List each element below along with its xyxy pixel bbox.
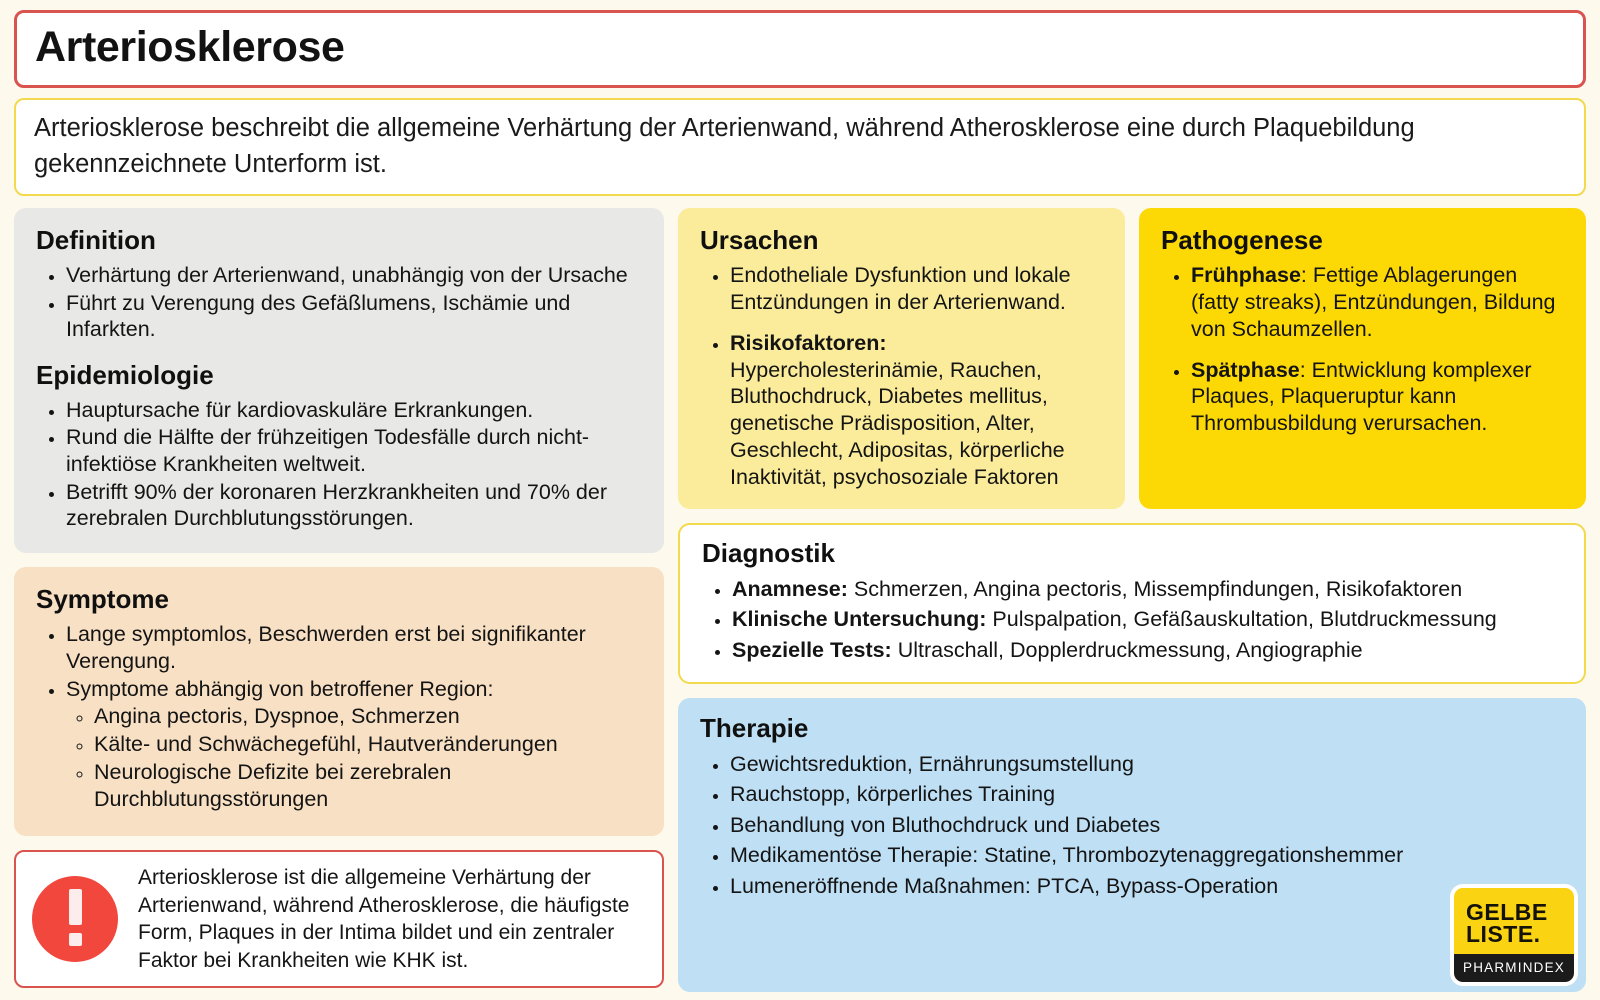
- card-ursachen: [678, 208, 1125, 509]
- list-item: [732, 605, 1562, 633]
- gelbe-liste-logo: [1454, 888, 1574, 982]
- logo-line-1: GELBE: [1466, 898, 1548, 925]
- list-item: • Führt zu Verengung des Gefäßlumens, Ischämie und Infarkten.: [66, 290, 642, 343]
- list-item: • Betrifft 90% der koronaren Herzkrankheiten und 70% der zerebralen Durchblutungsstörungen.: [66, 479, 642, 532]
- symptome-sublist: [66, 703, 642, 813]
- list-item: • Lange symptomlos, Beschwerden erst bei signifikanter Verengung.: [66, 621, 642, 675]
- definition-heading: Definition: [36, 225, 156, 256]
- list-item: [66, 676, 642, 813]
- title-box: [14, 10, 1586, 88]
- klinische-untersuchung-label: Klinische Untersuchung:: [732, 607, 987, 632]
- warning-box: [14, 850, 664, 988]
- spaetphase-text: : Entwicklung komplexer Plaques, Plaqueruptur kann Thrombusbildung verursachen.: [1191, 357, 1532, 436]
- diagnostik-list: [702, 575, 1562, 664]
- list-item: • Rauchstopp, körperliches Training: [730, 780, 1564, 809]
- fruehphase-text: : Fettige Ablagerungen (fatty streaks), Entzündungen, Bildung von Schaumzellen.: [1191, 262, 1556, 341]
- fruehphase-label: Frühphase: [1191, 262, 1301, 287]
- risk-factors-label: Risikofaktoren:: [730, 330, 887, 355]
- list-item: ◦ Kälte- und Schwächegefühl, Hautveränderungen: [94, 731, 642, 758]
- epidemiologie-heading: Epidemiologie: [36, 359, 214, 390]
- list-item: • Lumeneröffnende Maßnahmen: PTCA, Bypass-Operation: [730, 872, 1564, 901]
- card-therapie: [678, 698, 1586, 992]
- anamnese-label: Anamnese:: [732, 576, 848, 601]
- risk-factors-text: Hypercholesterinämie, Rauchen, Bluthochdruck, Diabetes mellitus, genetische Prädisposition, Alter, Geschlecht, Adipositas, körperliche Inaktivität, psychosoziale Faktoren: [730, 357, 1065, 490]
- pathogenese-heading: Pathogenese: [1161, 225, 1323, 256]
- list-item: • Endotheliale Dysfunktion und lokale Entzündungen in der Arterienwand.: [730, 262, 1103, 316]
- logo-subtitle: PHARMINDEX: [1454, 954, 1574, 982]
- list-item: [732, 636, 1562, 664]
- list-item: • Medikamentöse Therapie: Statine, Thrombozytenaggregationshemmer: [730, 841, 1564, 870]
- symptome-region-label: Symptome abhängig von betroffener Region:: [66, 676, 494, 701]
- list-item: • Hauptursache für kardiovaskuläre Erkrankungen.: [66, 397, 642, 424]
- list-item: [1191, 262, 1564, 343]
- therapie-heading: Therapie: [700, 712, 809, 743]
- list-item: • Verhärtung der Arterienwand, unabhängig von der Ursache: [66, 262, 642, 289]
- list-item: ◦ Angina pectoris, Dyspnoe, Schmerzen: [94, 703, 642, 730]
- list-item: • Gewichtsreduktion, Ernährungsumstellung: [730, 750, 1564, 779]
- pathogenese-list: [1161, 262, 1564, 437]
- symptome-list: [36, 621, 642, 814]
- spezielle-tests-label: Spezielle Tests:: [732, 637, 892, 662]
- content-grid: [14, 208, 1586, 992]
- right-column: [678, 208, 1586, 992]
- diagnostik-heading: Diagnostik: [702, 537, 835, 568]
- list-item: ◦ Neurologische Defizite bei zerebralen Durchblutungsstörungen: [94, 759, 642, 813]
- list-item: [730, 330, 1103, 491]
- warning-text: Arteriosklerose ist die allgemeine Verhärtung der Arterienwand, während Atherosklerose, die häufigste Form, Plaques in der Intima bildet und ein zentraler Faktor bei Krankheiten wie KHK ist.: [138, 866, 630, 972]
- definition-list: [36, 262, 642, 343]
- card-definition: [14, 208, 664, 553]
- subtitle-text: Arteriosklerose beschreibt die allgemeine Verhärtung der Arterienwand, während Atherosklerose eine durch Plaquebildung gekennzeichnete Unterform ist.: [34, 113, 1415, 178]
- anamnese-text: Schmerzen, Angina pectoris, Missempfindungen, Risikofaktoren: [847, 576, 1463, 601]
- page-title: Arteriosklerose: [35, 23, 345, 71]
- ursachen-heading: Ursachen: [700, 225, 819, 256]
- therapie-list: [700, 750, 1564, 901]
- left-column: [14, 208, 664, 992]
- list-item: • Behandlung von Bluthochdruck und Diabetes: [730, 811, 1564, 840]
- subtitle-box: [14, 98, 1586, 196]
- klinische-untersuchung-text: Pulspalpation, Gefäßauskultation, Blutdruckmessung: [986, 607, 1497, 632]
- list-item: • Rund die Hälfte der frühzeitigen Todesfälle durch nicht-infektiöse Krankheiten weltweit.: [66, 424, 642, 477]
- list-item: [732, 575, 1562, 603]
- card-pathogenese: [1139, 208, 1586, 509]
- list-item: [1191, 357, 1564, 438]
- exclamation-icon: [32, 876, 118, 962]
- logo-line-2: LISTE.: [1466, 920, 1541, 947]
- epidemiologie-list: [36, 397, 642, 532]
- card-diagnostik: [678, 523, 1586, 684]
- causes-pathogenesis-row: [678, 208, 1586, 509]
- ursachen-list: [700, 262, 1103, 491]
- card-symptome: [14, 567, 664, 836]
- spaetphase-label: Spätphase: [1191, 357, 1300, 382]
- logo-wordmark: [1454, 888, 1574, 954]
- spezielle-tests-text: Ultraschall, Dopplerdruckmessung, Angiographie: [891, 637, 1363, 662]
- symptome-heading: Symptome: [36, 584, 169, 614]
